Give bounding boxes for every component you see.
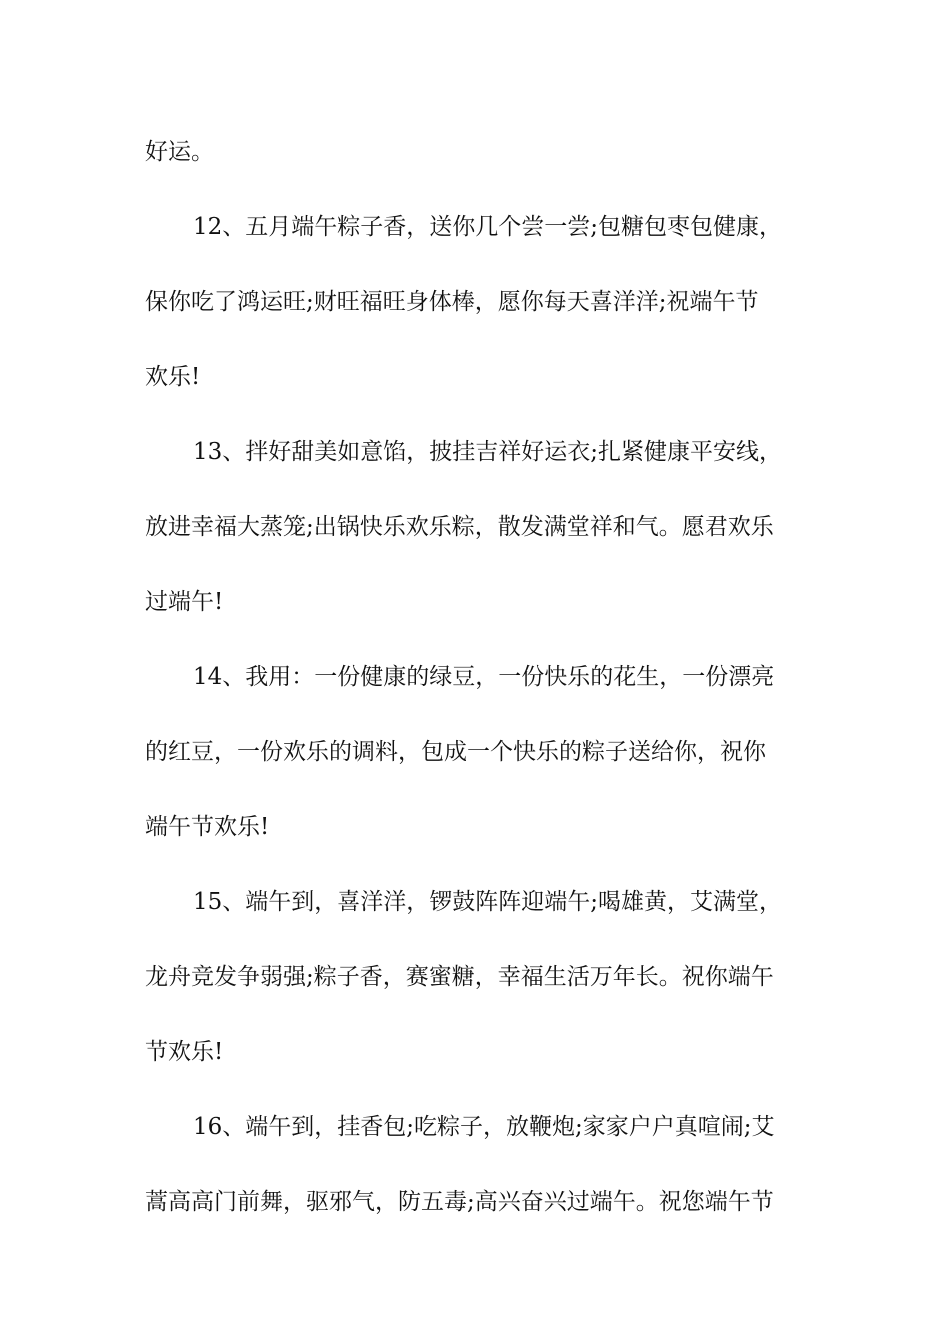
paragraph-13-line-1: 13、拌好甜美如意馅，披挂吉祥好运衣;扎紧健康平安线， — [193, 439, 783, 465]
paragraph-14-line-1: 14、我用：一份健康的绿豆，一份快乐的花生，一份漂亮 — [193, 664, 775, 690]
paragraph-15-line-2: 龙舟竞发争弱强;粽子香，赛蜜糖，幸福生活万年长。祝你端午 — [145, 964, 774, 990]
paragraph-12-line-3: 欢乐! — [145, 364, 201, 390]
paragraph-16-line-1: 16、端午到，挂香包;吃粽子，放鞭炮;家家户户真喧闹;艾 — [193, 1114, 775, 1140]
paragraph-14-line-3: 端午节欢乐! — [145, 814, 270, 840]
text-line: 好运。 — [145, 139, 214, 165]
paragraph-15-line-1: 15、端午到，喜洋洋，锣鼓阵阵迎端午;喝雄黄，艾满堂， — [193, 889, 783, 915]
paragraph-14-line-2: 的红豆，一份欢乐的调料，包成一个快乐的粽子送给你，祝你 — [145, 739, 766, 765]
paragraph-15-line-3: 节欢乐! — [145, 1039, 224, 1065]
paragraph-13-line-3: 过端午! — [145, 589, 224, 615]
paragraph-12-line-2: 保你吃了鸿运旺;财旺福旺身体棒，愿你每天喜洋洋;祝端午节 — [145, 289, 759, 315]
paragraph-16-line-2: 蒿高高门前舞，驱邪气，防五毒;高兴奋兴过端午。祝您端午节 — [145, 1189, 774, 1215]
paragraph-13-line-2: 放进幸福大蒸笼;出锅快乐欢乐粽，散发满堂祥和气。愿君欢乐 — [145, 514, 774, 540]
paragraph-12-line-1: 12、五月端午粽子香，送你几个尝一尝;包糖包枣包健康， — [193, 214, 783, 240]
